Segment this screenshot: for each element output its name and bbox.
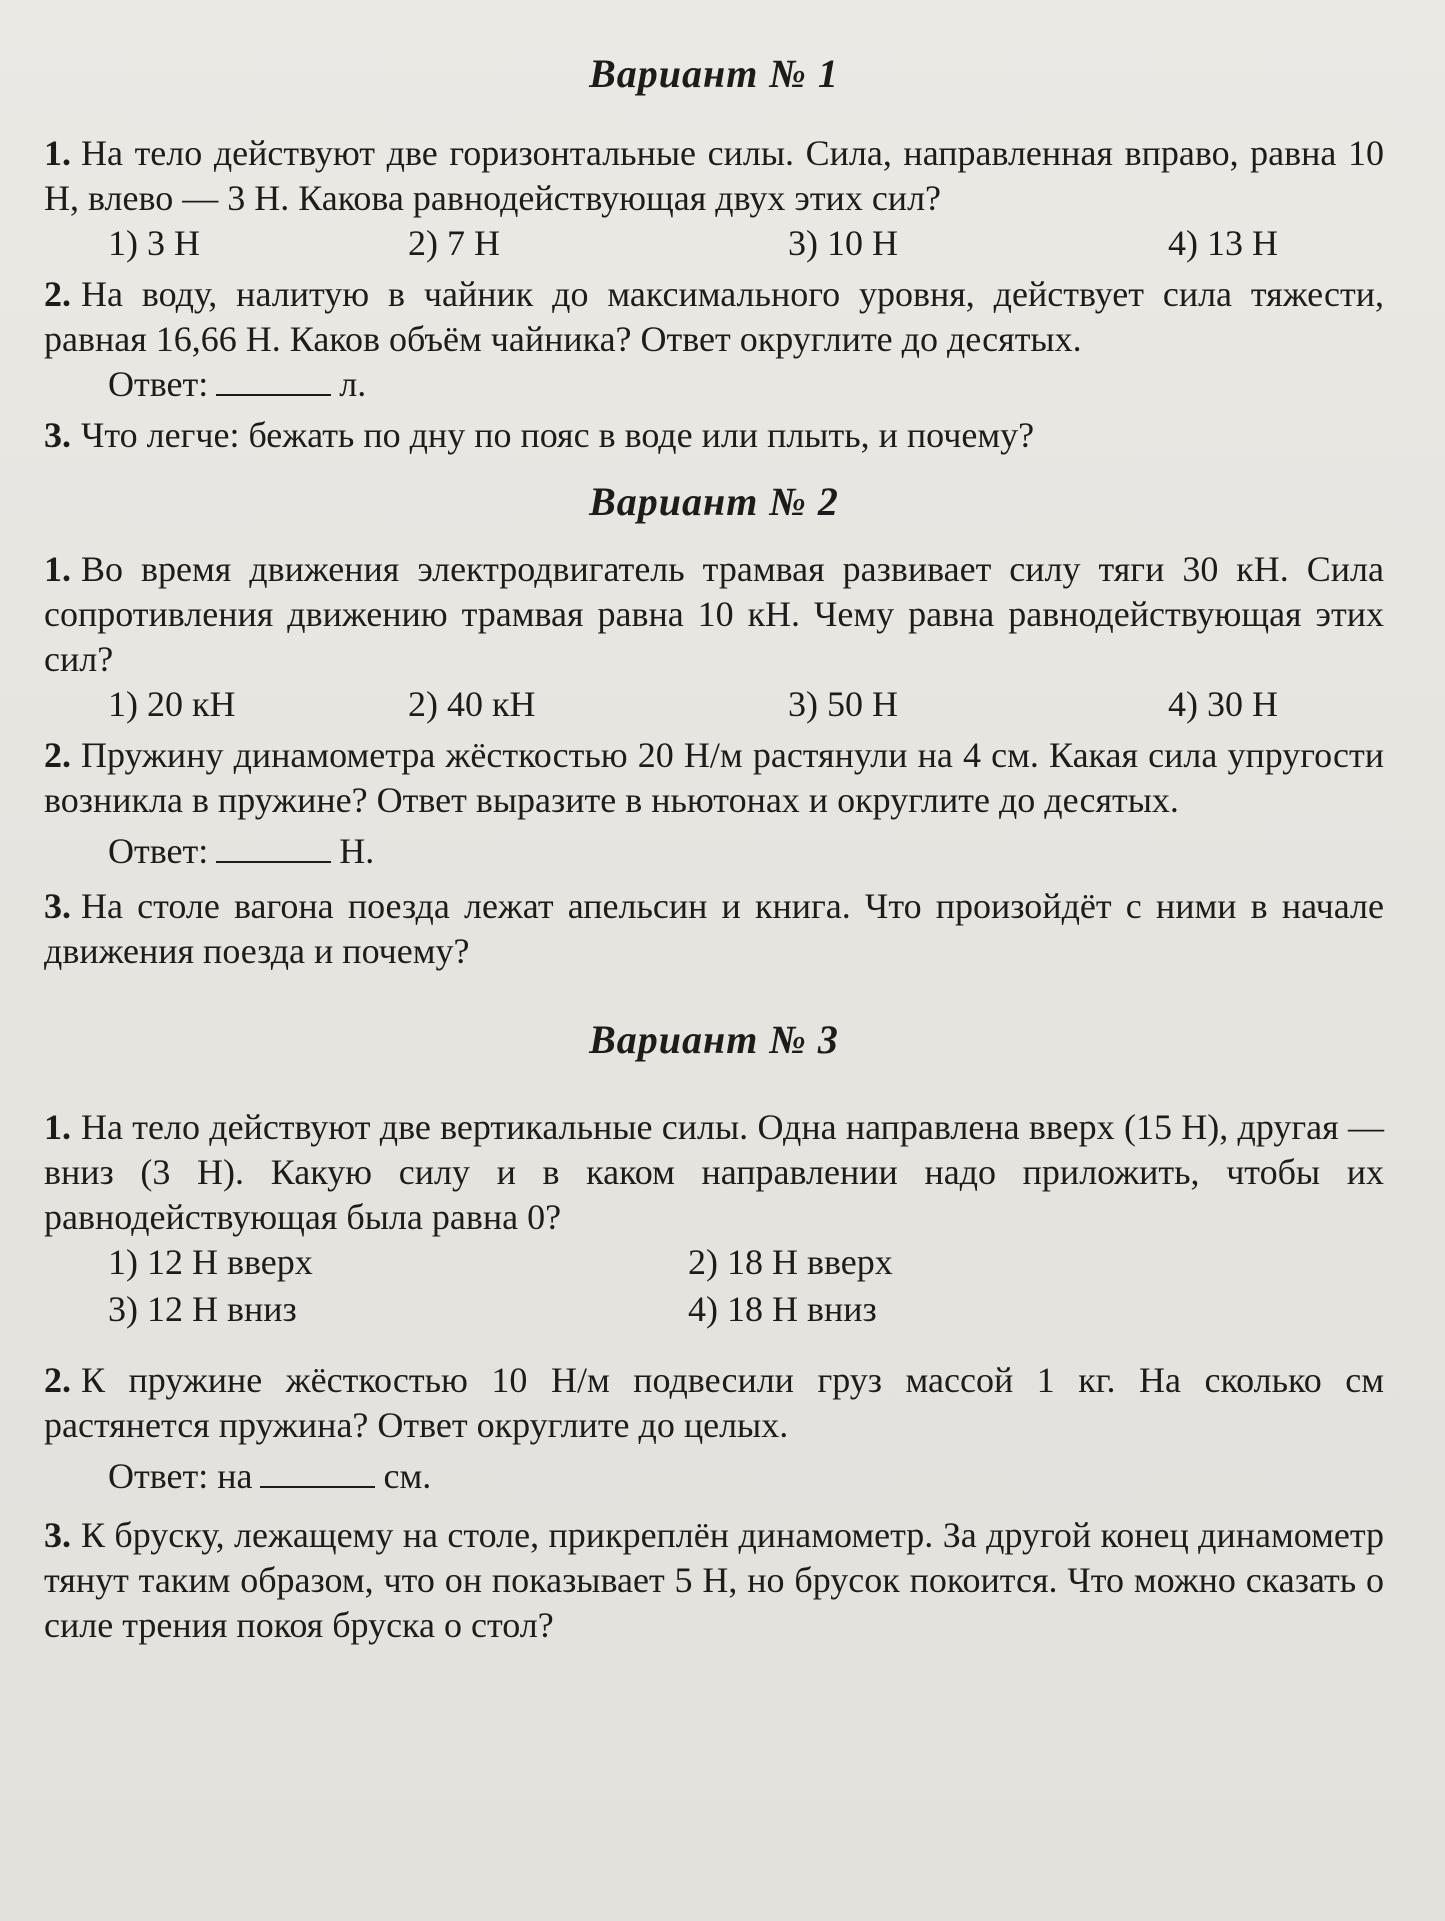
variant-2-title: Вариант № 2 xyxy=(589,479,839,524)
question-3-2: 2. К пружине жёсткостью 10 Н/м подвесили груз массой 1 кг. На сколько см растянется пружина? Ответ округлите до целых. xyxy=(44,1360,1384,1445)
answer-line-3-2: Ответ: на см. xyxy=(108,1456,432,1496)
question-3-3: 3. К бруску, лежащему на столе, прикреплён динамометр. За другой конец динамометр тянут таким образом, что он показывает 5 Н, но брусок покоится. Что можно сказать о силе трения покоя бруска о стол? xyxy=(44,1515,1384,1645)
question-2-3: 3. На столе вагона поезда лежат апельсин и книга. Что произойдёт с ними в начале движения поезда и почему? xyxy=(44,886,1384,971)
options-2-1 xyxy=(44,682,1384,727)
option: 3) 12 Н вниз xyxy=(108,1289,297,1329)
question-3-1: 1. На тело действуют две вертикальные силы. Одна направлена вверх (15 Н), другая — вниз (3 Н). Какую силу и в каком направлении надо приложить, чтобы их равнодействующая была равна 0? xyxy=(44,1107,1384,1237)
option: 4) 13 Н xyxy=(1168,223,1278,263)
options-3-1 xyxy=(44,1240,1384,1332)
option: 1) 3 Н xyxy=(108,223,200,263)
variant-3-title: Вариант № 3 xyxy=(589,1017,839,1062)
question-1-3: 3. Что легче: бежать по дну по пояс в воде или плыть, и почему? xyxy=(44,415,1035,455)
question-1-1: 1. На тело действуют две горизонтальные силы. Сила, направленная вправо, равна 10 Н, влево — 3 Н. Какова равнодействующая двух этих сил? xyxy=(44,133,1384,218)
answer-blank xyxy=(216,831,331,863)
option: 3) 10 Н xyxy=(788,223,898,263)
option: 3) 50 Н xyxy=(788,684,898,724)
option: 4) 30 Н xyxy=(1168,684,1278,724)
answer-blank xyxy=(260,1456,375,1488)
answer-line-2-2: Ответ: Н. xyxy=(108,831,375,871)
answer-line-1-2: Ответ: л. xyxy=(108,364,367,404)
answer-blank xyxy=(216,364,331,396)
document-body xyxy=(44,40,1384,1648)
question-1-2: 2. На воду, налитую в чайник до максимального уровня, действует сила тяжести, равная 16,66 Н. Каков объём чайника? Ответ округлите до десятых. xyxy=(44,274,1384,359)
options-1-1 xyxy=(44,221,1384,266)
option: 2) 18 Н вверх xyxy=(688,1242,893,1282)
option: 4) 18 Н вниз xyxy=(688,1289,877,1329)
question-2-2: 2. Пружину динамометра жёсткостью 20 Н/м растянули на 4 см. Какая сила упругости возникла в пружине? Ответ выразите в ньютонах и округлите до десятых. xyxy=(44,735,1384,820)
option: 2) 40 кН xyxy=(408,684,536,724)
option: 2) 7 Н xyxy=(408,223,500,263)
question-2-1: 1. Во время движения электродвигатель трамвая развивает силу тяги 30 кН. Сила сопротивления движению трамвая равна 10 кН. Чему равна равнодействующая этих сил? xyxy=(44,549,1384,679)
option: 1) 12 Н вверх xyxy=(108,1242,313,1282)
option: 1) 20 кН xyxy=(108,684,236,724)
variant-1-title: Вариант № 1 xyxy=(589,51,839,96)
